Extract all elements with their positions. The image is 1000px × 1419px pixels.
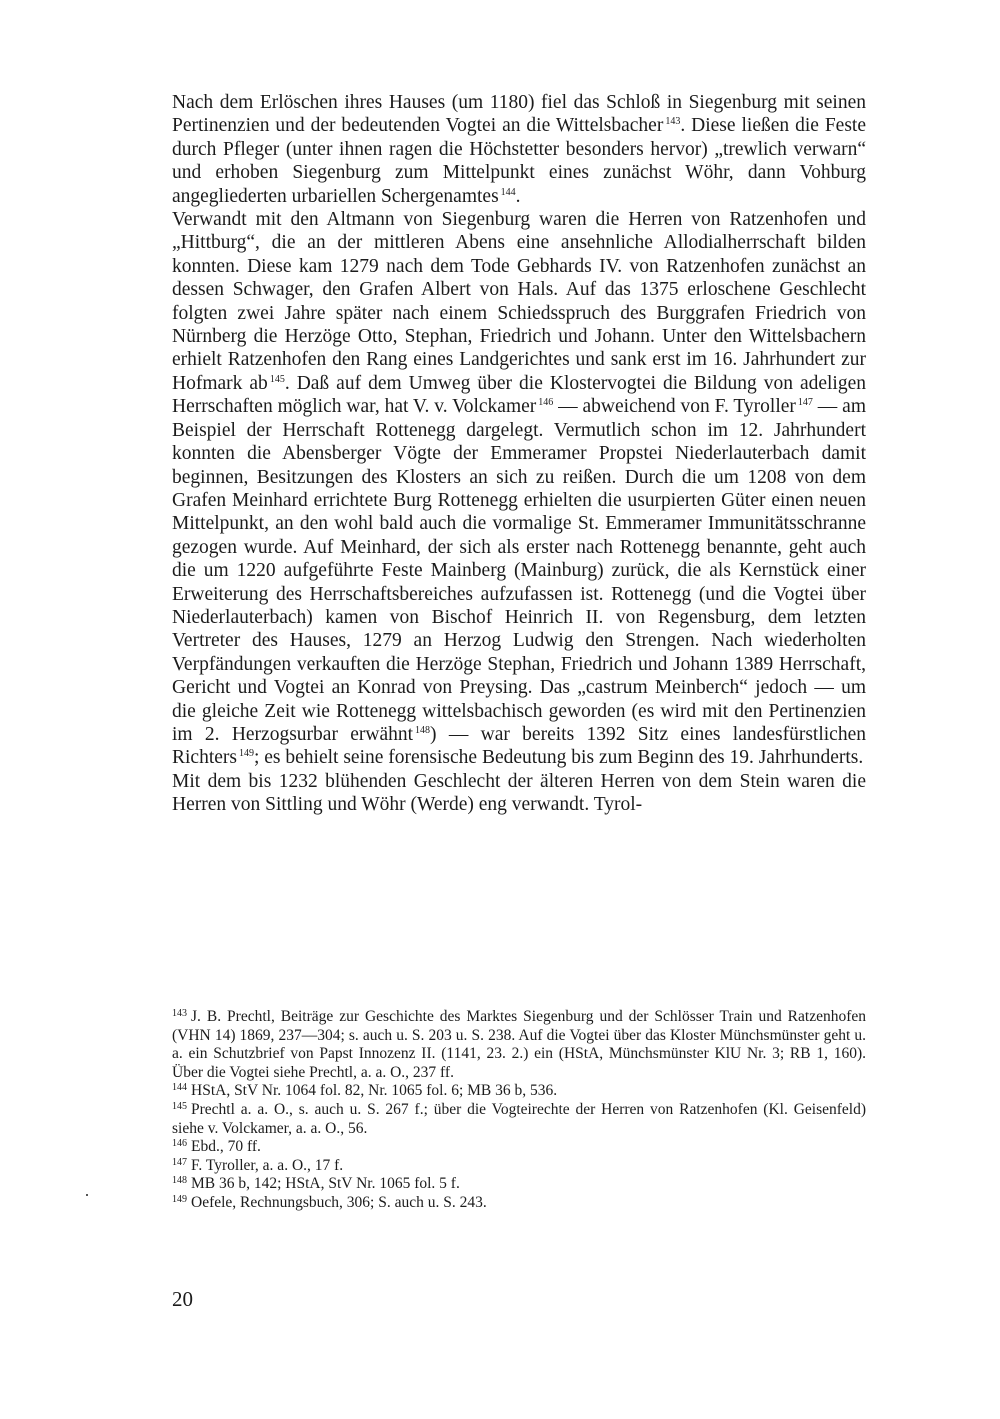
footnote-number: 144: [172, 1082, 187, 1094]
footnote-reference: 143: [665, 116, 681, 128]
main-text: [172, 91, 866, 817]
text-run: ) — war bereits 1392 Sitz eines landesfürstlichen Richters: [172, 723, 866, 769]
footnote-text: Prechtl a. a. O., s. auch u. S. 267 f.; über die Vogteirechte der Herren von Ratzenhofen (Kl. Geisenfeld) siehe v. Volckamer, a. a. O., 56.: [172, 1100, 866, 1137]
text-run: . Daß auf dem Umweg über die Klostervogtei die Bildung von adeligen Herrschaften möglich war, hat V. v. Volckamer: [172, 372, 866, 418]
text-run: Verwandt mit den Altmann von Siegenburg waren die Herren von Ratzenhofen und „Hittburg“, die an der mittleren Abens eine ansehnliche Allodialherrschaft bilden konnten. Diese kam 1279 nach dem Tode Gebhards IV. von Ratzenhofen zunächst an dessen Schwager, den Grafen Albert von Hals. Auf das 1375 erloschene Geschlecht folgten zwei Jahre später nach einem Schiedsspruch des Burggrafen Friedrich von Nürnberg die Herzöge Otto, Stephan, Friedrich und Johann. Unter den Wittelsbachern erhielt Ratzenhofen den Rang eines Landgerichtes und sank erst im 16. Jahrhundert zur Hofmark ab: [172, 209, 866, 394]
footnote-number: 146: [172, 1138, 187, 1150]
footnote-reference: 147: [797, 397, 813, 409]
page-number: 20: [172, 1287, 193, 1311]
paragraph-2: [172, 208, 866, 770]
footnote-143: [172, 1008, 866, 1082]
text-run: — am Beispiel der Herrschaft Rottenegg dargelegt. Vermutlich schon im 12. Jahrhundert konnten die Abensberger Vögte der Emmeramer Propstei Niederlauterbach damit beginnen, Besitzungen des Klosters an sich zu reißen. Durch die um 1208 von dem Grafen Meinhard errichtete Burg Rottenegg erhielten die usurpierten Güter einen neuen Mittelpunkt, an den wohl bald auch die vormalige St. Emmeramer Immunitätsschranne gezogen wurde. Auf Meinhard, der sich als erster nach Rottenegg benannte, geht auch die um 1220 aufgeführte Feste Mainberg (Mainburg) zurück, die als Kernstück einer Erweiterung des Herrschaftsbereiches aufzufassen ist. Rottenegg (und die Vogtei über Niederlauterbach) kamen von Bischof Heinrich II. von Regensburg, dem letzten Vertreter des Hauses, 1279 an Herzog Ludwig den Strengen. Nach wiederholten Verpfändungen verkauften die Herzöge Stephan, Friedrich und Johann 1389 Herrschaft, Gericht und Vogtei an Konrad von Preysing. Das „castrum Meinberch“ jedoch — um die gleiche Zeit wie Rottenegg wittelsbachisch geworden (es wird mit den Pertinenzien im 2. Herzogsurbar erwähnt: [172, 396, 866, 745]
text-run: ; es behielt seine forensische Bedeutung bis zum Beginn des 19. Jahrhunderts.: [253, 747, 864, 769]
footnote-145: [172, 1101, 866, 1138]
footnote-number: 143: [172, 1008, 187, 1019]
footnote-text: HStA, StV Nr. 1064 fol. 82, Nr. 1065 fol. 6; MB 36 b, 536.: [191, 1082, 558, 1100]
footnote-number: 149: [172, 1193, 187, 1205]
footnote-reference: 146: [538, 397, 554, 409]
footnote-number: 148: [172, 1175, 187, 1187]
footnote-147: [172, 1157, 866, 1176]
text-run: Mit dem bis 1232 blühenden Geschlecht der älteren Herren von dem Stein waren die Herren von Sittling und Wöhr (Werde) eng verwandt. Tyrol-: [172, 770, 866, 816]
footnote-number: 145: [172, 1100, 187, 1112]
footnote-number: 147: [172, 1156, 187, 1168]
footnote-149: [172, 1194, 866, 1213]
footnote-text: Oefele, Rechnungsbuch, 306; S. auch u. S. 243.: [191, 1193, 487, 1211]
footnote-148: [172, 1175, 866, 1194]
footnote-text: Ebd., 70 ff.: [191, 1138, 261, 1156]
footnote-reference: 148: [415, 724, 431, 736]
paragraph-1: [172, 91, 866, 208]
paragraph-3: [172, 770, 866, 817]
footnote-text: F. Tyroller, a. a. O., 17 f.: [191, 1156, 344, 1174]
scan-speck: [86, 1194, 88, 1196]
footnote-146: [172, 1138, 866, 1157]
text-run: — abweichend von F. Tyroller: [553, 396, 796, 418]
text-run: .: [515, 185, 521, 207]
text-run: . Diese ließen die Feste durch Pfleger (unter ihnen ragen die Höchstetter besonders hervor) „trewlich verwarn“ und erhoben Siegenburg zum Mittelpunkt eines zunächst Wöhr, dann Vohburg angegliederten urbariellen Schergenamtes: [172, 115, 866, 207]
footnote-reference: 145: [269, 373, 285, 385]
footnote-144: [172, 1082, 866, 1101]
footnote-text: J. B. Prechtl, Beiträge zur Geschichte des Marktes Siegenburg und der Schlösser Train und Ratzenhofen (VHN 14) 1869, 237—304; s. auch u. S. 203 u. S. 238. Auf die Vogtei über das Kloster Münchsmünster geht u. a. ein Schutzbrief von Papst Innozenz II. (1141, 23. 2.) ein (HStA, Münchsmünster KlU Nr. 3; RB 1, 160). Über die Vogtei siehe Prechtl, a. a. O., 237 ff.: [172, 1008, 866, 1081]
footnote-reference: 144: [500, 186, 516, 198]
footnote-reference: 149: [238, 748, 254, 760]
footnote-text: MB 36 b, 142; HStA, StV Nr. 1065 fol. 5 f.: [191, 1175, 460, 1193]
footnotes: [172, 1008, 866, 1213]
text-run: Nach dem Erlöschen ihres Hauses (um 1180) fiel das Schloß in Siegenburg mit seinen Pertinenzien und der bedeutenden Vogtei an die Wittelsbacher: [172, 92, 866, 137]
